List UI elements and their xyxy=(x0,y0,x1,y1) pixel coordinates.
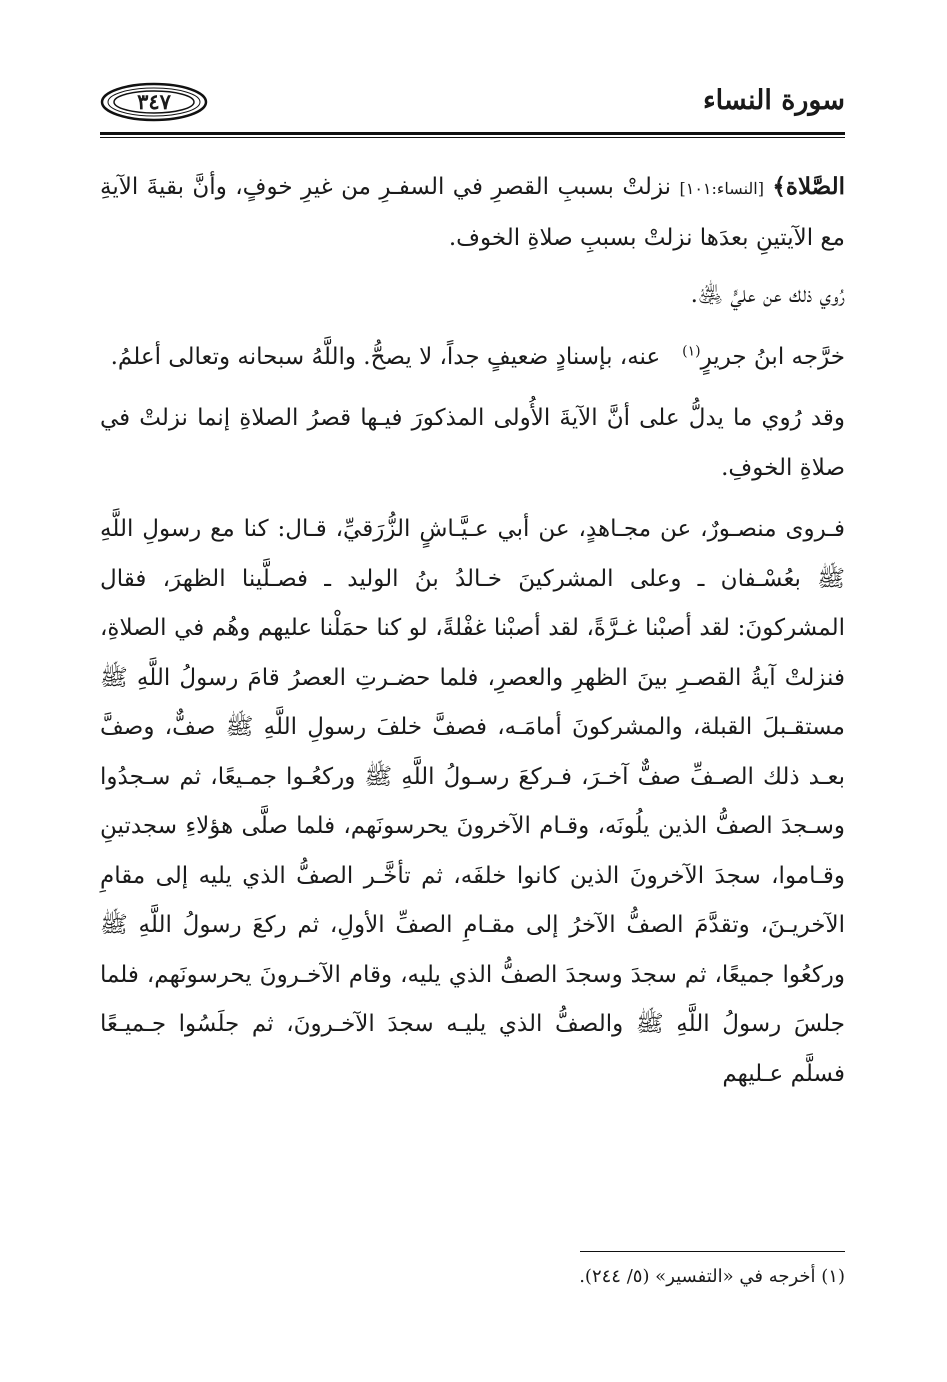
footnote-divider xyxy=(580,1251,845,1252)
paragraph-text: نزلتْ بسببِ القصرِ في السفـرِ من غيرِ خوفٍ، وأنَّ بقيةَ الآيةِ مع الآيتينِ بعدَها نزلتْ بسببِ صلاةِ الخوف. xyxy=(100,174,845,251)
paragraph xyxy=(100,333,845,383)
footnote-reference[interactable]: (١) xyxy=(682,342,701,359)
footnote: (١) أخرجه في «التفسير» (٥/ ٢٤٤). xyxy=(579,1266,845,1287)
main-text xyxy=(100,162,845,1111)
header-divider xyxy=(100,132,845,138)
page-header xyxy=(100,78,845,128)
verse-citation: [النساء:١٠١] xyxy=(679,179,764,198)
verse-close-bracket: ﴾ xyxy=(772,173,786,200)
paragraph-text: عنه، بإسنادٍ ضعيفٍ جداً، لا يصحُّ. واللَّهُ سبحانه وتعالى أعلمُ. xyxy=(110,343,661,370)
paragraph-text: خرَّجه ابنُ جريرٍ xyxy=(700,343,845,370)
footnotes xyxy=(245,1262,845,1292)
paragraph: فـروى منصـورٌ، عن مجـاهدٍ، عن أبي عـيَّـاشٍ الزُّرَقيِّ، قـال: كنا مع رسولِ اللَّهِ ﷺ بعُسْـفان ـ وعلى المشركينَ خـالدُ بنُ الوليد ـ فصـلَّينا الظهرَ، فقال المشركونَ: لقد أصبْنا غـرَّةً، لقد أصبْنا غفْلةً، لو كنا حمَلْنا عليهم وهُم في الصلاةِ، فنزلتْ آيةُ القصـرِ بينَ الظهرِ والعصرِ، فلما حضـرتِ العصرُ قامَ رسولُ اللَّهِ ﷺ مستقـبلَ القبلة، والمشركونَ أمامَـه، فصفَّ خلفَ رسولِ اللَّهِ ﷺ صفٌّ، وصفَّ بعـد ذلك الصـفِّ صفٌّ آخـرَ، فـركعَ رسـولُ اللَّهِ ﷺ وركعُـوا جمـيعًا، ثم سـجدُوا وسـجدَ الصفُّ الذين يلُونَه، وقـام الآخرونَ يحرسونَهم، فلما صلَّى هؤلاءِ سجدتينِ وقـاموا، سجدَ الآخرونَ الذين كانوا خلفَه، ثم تأخَّـر الصفُّ الذي يليه إلى مقامِ الآخريـنَ، وتقدَّمَ الصفُّ الآخرُ إلى مقـامِ الصفِّ الأولِ، ثم ركعَ رسولُ اللَّهِ ﷺ وركعُوا جميعًا، ثم سجدَ وسجدَ الصفُّ الذي يليه، وقام الآخـرونَ يحرسونَهم، فلما جلسَ رسولُ اللَّهِ ﷺ والصفُّ الذي يليـه سجدَ الآخـرونَ، ثم جلَسُوا جـميـعًا فسلَّم عـليهم xyxy=(100,516,845,1087)
surah-title: سورة النساء xyxy=(702,85,845,116)
page-number-badge xyxy=(100,82,208,122)
verse-end-word: الصَّلاة xyxy=(785,173,846,200)
page-number: ٣٤٧ xyxy=(137,89,171,114)
paragraph: رُوي ذلك عن عليٍّ ﵁. xyxy=(690,282,845,308)
paragraph xyxy=(100,162,845,263)
paragraph: وقد رُوي ما يدلُّ على أنَّ الآيةَ الأُولى المذكورَ فيـها قصرُ الصلاةِ إنما نزلتْ في صلاةِ الخوفِ. xyxy=(100,405,845,481)
